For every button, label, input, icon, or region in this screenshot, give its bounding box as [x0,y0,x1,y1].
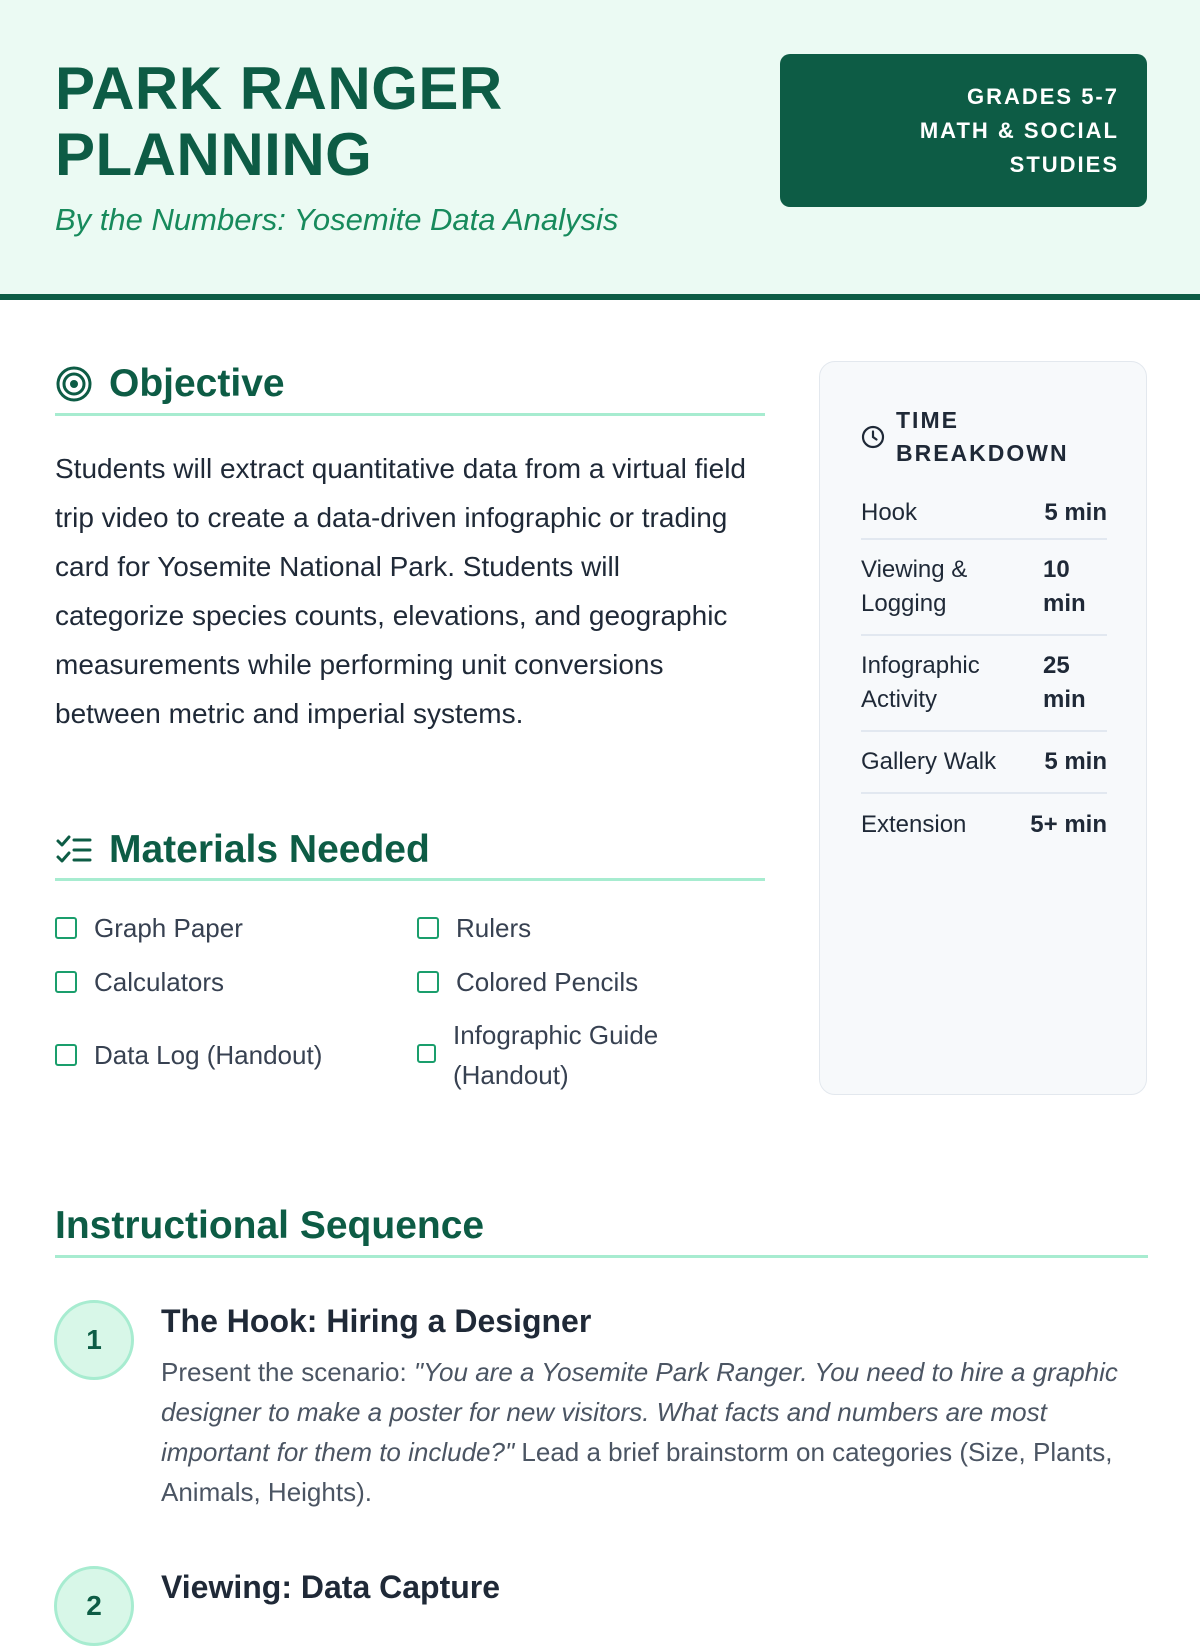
time-row [861,540,1107,636]
time-breakdown-heading [860,404,1069,470]
time-row-value: 10 min [1043,556,1086,617]
step-title: Viewing: Data Capture [161,1569,501,1605]
checkbox[interactable] [55,1044,77,1066]
time-row [861,636,1107,732]
material-item[interactable] [417,962,638,1002]
material-label: Data Log (Handout) [94,1040,323,1070]
title-line-2: PLANNING [55,121,373,188]
page-title [55,56,755,188]
material-item[interactable] [55,908,243,948]
time-row-label: Hook [861,499,918,526]
target-icon [55,365,93,403]
sequence-divider [55,1255,1148,1258]
step-number-badge: 2 [54,1566,134,1646]
material-item[interactable] [55,962,224,1002]
objective-text: Students will extract quantitative data from a virtual field trip video to create a data-driven infographic or trading card for Yosemite National Park. Students will categorize species counts, elevations, and geographic measurements while performing unit conversions between metric and imperial systems. [55,453,747,729]
materials-heading-text: Materials Needed [109,828,430,871]
time-row-label: Extension [861,811,967,838]
time-row [861,794,1107,856]
time-row-value: 25 min [1043,652,1086,713]
checkbox[interactable] [55,917,77,939]
checkbox[interactable] [55,971,77,993]
clock-icon [860,424,886,450]
objective-heading [55,362,285,406]
sequence-heading: Instructional Sequence [55,1204,485,1247]
grade-badge [780,54,1147,207]
material-label: Graph Paper [94,913,243,943]
step-body-rest: Lead a brief brainstorm on categories (Size, Plants, Animals, Heights). [161,1437,1113,1507]
time-row-value: 5 min [1044,499,1107,526]
time-heading-line-1: TIME [896,407,959,433]
materials-heading [55,828,430,872]
material-label: Infographic Guide (Handout) [453,1020,659,1090]
step-body [161,1352,1151,1512]
title-line-1: PARK RANGER [55,55,503,122]
time-row-label: Gallery Walk [861,748,997,775]
time-heading-line-2: BREAKDOWN [896,440,1069,466]
checkbox[interactable] [417,1044,436,1063]
checkbox[interactable] [417,971,439,993]
material-item[interactable] [417,1015,707,1095]
time-row-value: 5+ min [1030,811,1107,838]
material-label: Colored Pencils [456,967,639,997]
checklist-icon [55,831,93,869]
material-label: Rulers [456,913,532,943]
materials-divider [55,878,765,881]
grade-line-3: STUDIES [1009,152,1119,177]
material-item[interactable] [417,908,531,948]
step-title: The Hook: Hiring a Designer [161,1303,592,1339]
objective-heading-text: Objective [109,362,285,405]
grade-line-2: MATH & SOCIAL [919,118,1119,143]
time-row [861,488,1107,540]
step-body-quote: "You are a Yosemite Park Ranger. You need to hire a graphic designer to make a poster for new visitors. What facts and numbers are most important for them to include?" [161,1357,1118,1467]
grade-line-1: GRADES 5-7 [966,84,1119,109]
page-subtitle: By the Numbers: Yosemite Data Analysis [55,202,619,237]
checkbox[interactable] [417,917,439,939]
time-row-label: Viewing & Logging [861,556,968,617]
material-item[interactable] [55,1035,322,1075]
objective-divider [55,413,765,416]
page-header [0,0,1200,300]
step-number-badge: 1 [54,1300,134,1380]
step-body-intro: Present the scenario: [161,1357,414,1387]
time-breakdown-card [819,361,1147,1095]
time-row-label: Infographic Activity [861,652,980,713]
time-row [861,732,1107,794]
material-label: Calculators [94,967,225,997]
time-row-value: 5 min [1044,748,1107,775]
